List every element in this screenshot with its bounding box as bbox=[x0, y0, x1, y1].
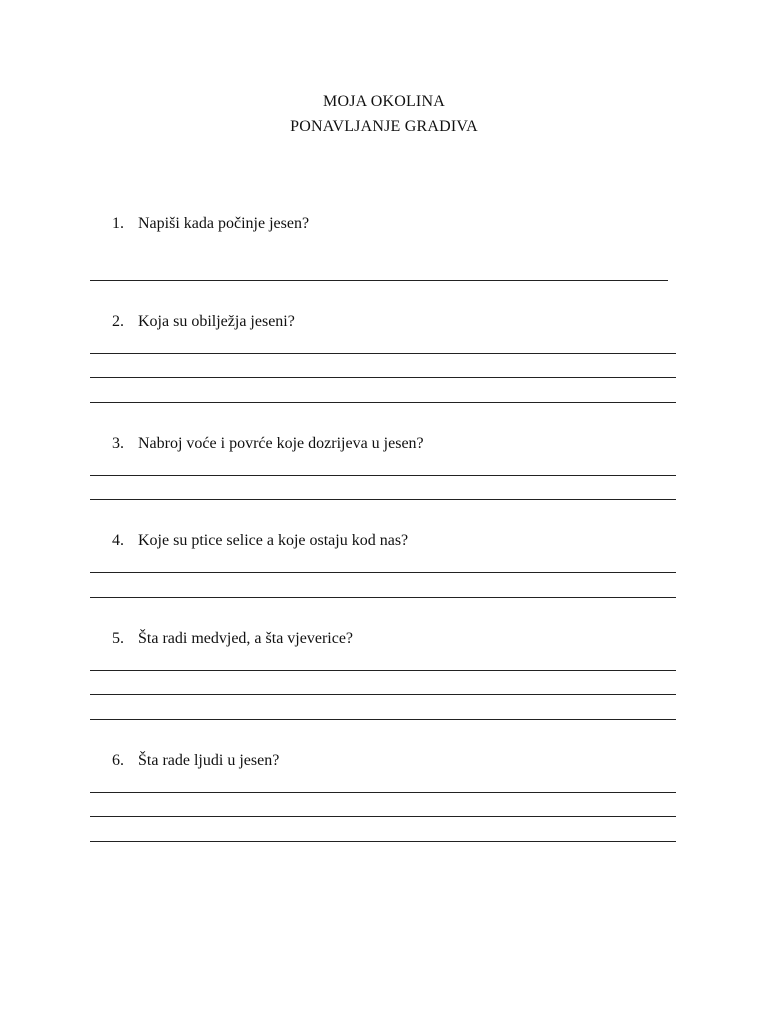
question-text: Šta rade ljudi u jesen? bbox=[138, 752, 280, 769]
answer-line[interactable] bbox=[90, 816, 676, 817]
question-3 bbox=[112, 435, 424, 453]
question-text: Nabroj voće i povrće koje dozrijeva u jesen? bbox=[138, 435, 424, 452]
question-number: 2. bbox=[112, 313, 124, 330]
question-2 bbox=[112, 313, 295, 331]
answer-line[interactable] bbox=[90, 572, 676, 573]
answer-line[interactable] bbox=[90, 353, 676, 354]
page-subtitle: PONAVLJANJE GRADIVA bbox=[290, 118, 478, 135]
question-5 bbox=[112, 630, 353, 648]
question-number: 1. bbox=[112, 215, 124, 232]
answer-line[interactable] bbox=[90, 670, 676, 671]
question-6 bbox=[112, 752, 279, 770]
answer-line[interactable] bbox=[90, 694, 676, 695]
answer-line[interactable] bbox=[90, 499, 676, 500]
question-text: Koja su obilježja jeseni? bbox=[138, 313, 295, 330]
question-number: 5. bbox=[112, 630, 124, 647]
question-number: 6. bbox=[112, 752, 124, 769]
question-text: Napiši kada počinje jesen? bbox=[138, 215, 310, 232]
answer-line[interactable] bbox=[90, 719, 676, 720]
answer-line[interactable] bbox=[90, 792, 676, 793]
question-number: 3. bbox=[112, 435, 124, 452]
answer-line[interactable] bbox=[90, 402, 676, 403]
answer-line[interactable] bbox=[90, 841, 676, 842]
answer-line[interactable] bbox=[90, 280, 668, 281]
answer-line[interactable] bbox=[90, 377, 676, 378]
page-title: MOJA OKOLINA bbox=[323, 93, 445, 110]
answer-line[interactable] bbox=[90, 475, 676, 476]
question-text: Koje su ptice selice a koje ostaju kod nas? bbox=[138, 532, 409, 549]
question-1 bbox=[112, 215, 309, 233]
answer-line[interactable] bbox=[90, 597, 676, 598]
question-4 bbox=[112, 532, 408, 550]
question-text: Šta radi medvjed, a šta vjeverice? bbox=[138, 630, 354, 647]
question-number: 4. bbox=[112, 532, 124, 549]
